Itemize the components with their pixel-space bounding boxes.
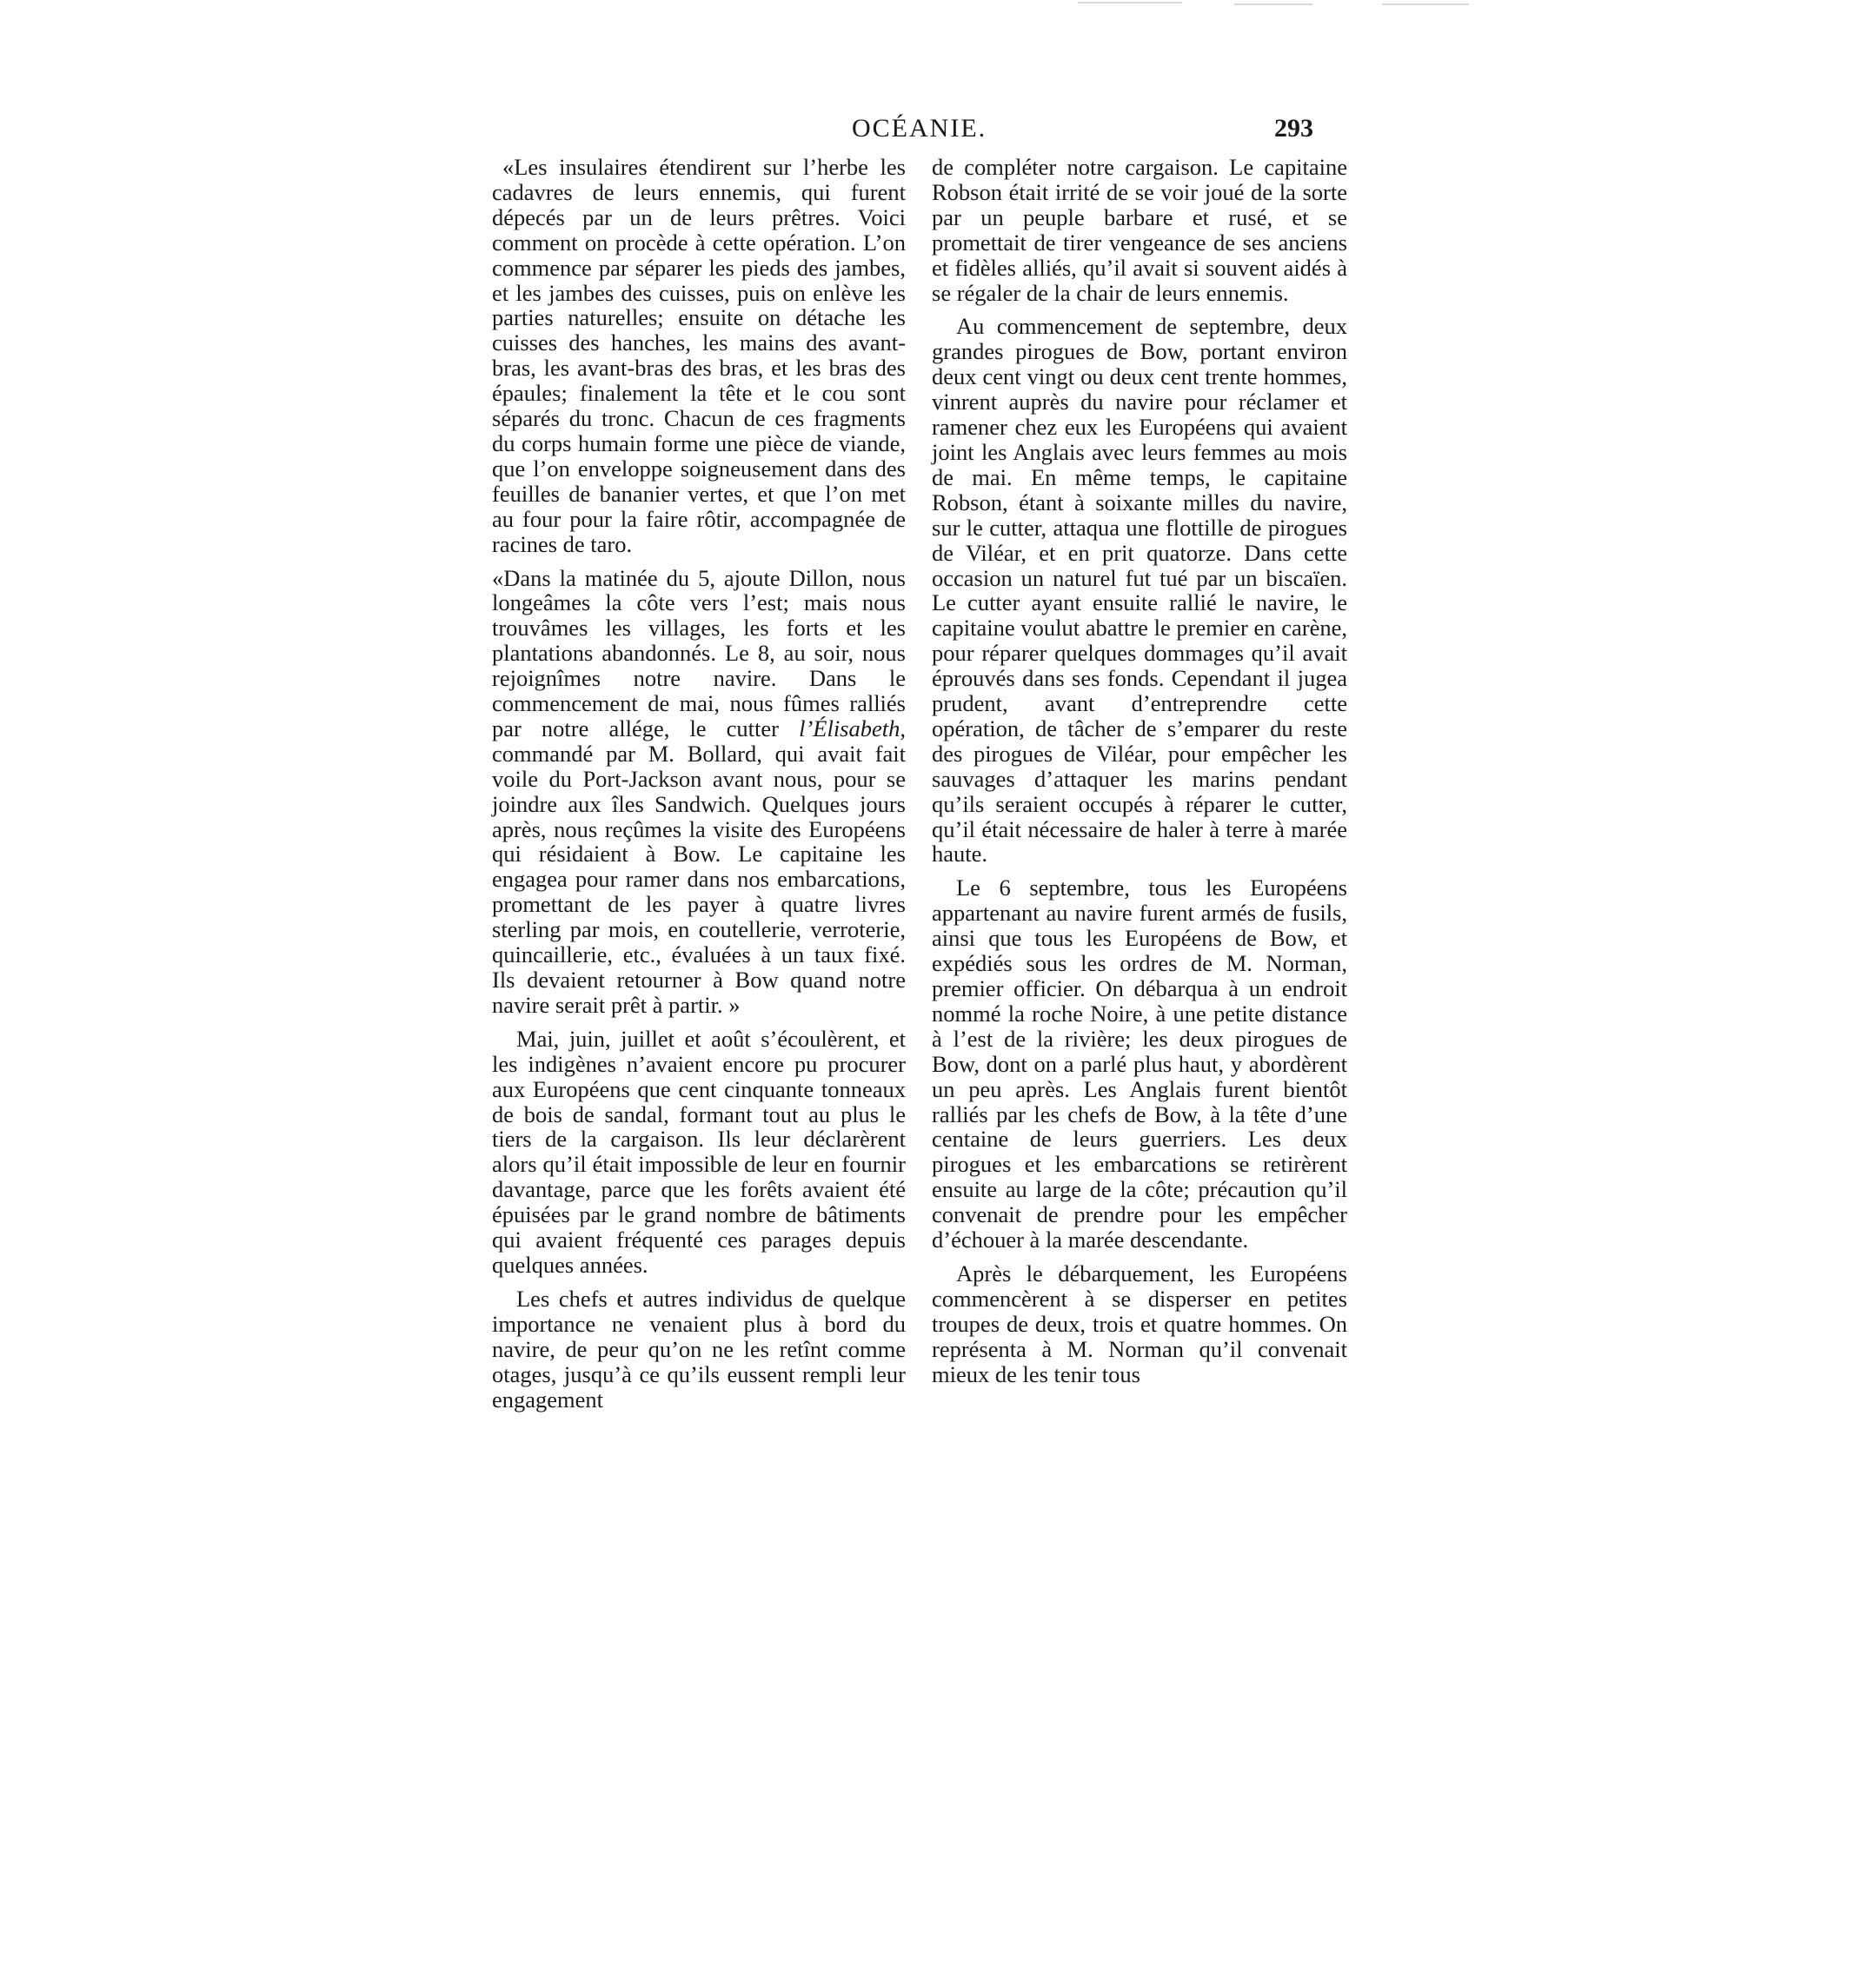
scan-artifact-mark (1234, 3, 1312, 5)
running-header-title: OCÉANIE. (852, 114, 987, 143)
scan-artifact-mark (1382, 3, 1469, 5)
paragraph: Après le débarquement, les Européens commencèrent à se disperser en petites troupes de deux, trois et quatre hommes. On représenta à M. Norman qu’il convenait mieux de les tenir tous (932, 1260, 1347, 1387)
paragraph: «Les insulaires étendirent sur l’herbe les cadavres de leurs ennemis, qui furent dépecés par un de leurs prêtres. Voici comment on procède à cette opération. L’on commence par séparer les pieds des jambes, et les jambes des cuisses, puis on enlève les parties naturelles; ensuite on détache les cuisses des hanches, les mains des avant-bras, les avant-bras des bras, et les bras des épaules; finalement la tête et le cou sont séparés du tronc. Chacun de ces fragments du corps humain forme une pièce de viande, que l’on enveloppe soigneusement dans des feuilles de bananier vertes, et que l’on met au four pour la faire rôtir, accompagnée de racines de taro. (492, 154, 906, 557)
page-number: 293 (1274, 114, 1313, 143)
paragraph (492, 566, 906, 1018)
paragraph: Les chefs et autres individus de quelque importance ne venaient plus à bord du navire, de peur qu’on ne les retînt comme otages, jusqu’à ce qu’ils eussent rempli leur engagement (492, 1285, 906, 1413)
text-run: commandé par M. Bollard, qui avait fait voile du Port-Jackson avant nous, pour se joindre aux îles Sandwich. Quelques jours après, nous reçûmes la visite des Européens qui résidaient à Bow. Le capitaine les engagea pour ramer dans nos embarcations, promettant de les payer à quatre livres sterling par mois, en coutellerie, verroterie, quincaillerie, etc., évaluées à un taux fixé. Ils devaient retourner à Bow quand notre navire serait prêt à partir. » (492, 740, 906, 1018)
paragraph: Mai, juin, juillet et août s’écoulèrent, et les indigènes n’avaient encore pu procurer aux Européens que cent cinquante tonneaux de bois de sandal, formant tout au plus le tiers de la cargaison. Ils leur déclarèrent alors qu’il était impossible de leur en fournir davantage, parce que les forêts avaient été épuisées par le grand nombre de bâtiments qui avaient fréquenté ces parages depuis quelques années. (492, 1025, 906, 1278)
left-text-column (492, 155, 906, 1420)
paragraph: Le 6 septembre, tous les Européens appartenant au navire furent armés de fusils, ainsi que tous les Européens de Bow, et expédiés sous les ordres de M. Norman, premier officier. On débarqua à un endroit nommé la roche Noire, à une petite distance à l’est de la rivière; les deux pirogues de Bow, dont on a parlé plus haut, y abordèrent un peu après. Les Anglais furent bientôt ralliés par les chefs de Bow, à la tête d’une centaine de leurs guerriers. Les deux pirogues et les embarcations se retirèrent ensuite au large de la côte; précaution qu’il convenait de prendre pour les empêcher d’échouer à la marée descendante. (932, 874, 1347, 1253)
ship-name-italic: l’Élisabeth, (799, 715, 906, 741)
right-text-column (932, 155, 1347, 1396)
paragraph: de compléter notre cargaison. Le capitaine Robson était irrité de se voir joué de la sorte par un peuple barbare et rusé, et se promettait de tirer vengeance de ses anciens et fidèles alliés, qu’il avait si souvent aidés à se régaler de la chair de leurs ennemis. (932, 154, 1347, 306)
scan-artifact-mark (1078, 2, 1182, 3)
text-run: «Dans la matinée du 5, ajoute Dillon, nous longeâmes la côte vers l’est; mais nous trouvâmes les villages, les forts et les plantations abandonnés. Le 8, au soir, nous rejoignîmes notre navire. Dans le commencement de mai, nous fûmes ralliés par notre allége, le cutter (492, 564, 906, 741)
paragraph: Au commencement de septembre, deux grandes pirogues de Bow, portant environ deux cent vingt ou deux cent trente hommes, vinrent auprès du navire pour réclamer et ramener chez eux les Européens qui avaient joint les Anglais avec leurs femmes au mois de mai. En même temps, le capitaine Robson, étant à soixante milles du navire, sur le cutter, attaqua une flottille de pirogues de Viléar, et en prit quatorze. Dans cette occasion un naturel fut tué par un biscaïen. Le cutter ayant ensuite rallié le navire, le capitaine voulut abattre le premier en carène, pour réparer quelques dommages qu’il avait éprouvés dans ses fonds. Cependant il jugea prudent, avant d’entreprendre cette opération, de tâcher de s’emparer du reste des pirogues de Viléar, pour empêcher les sauvages d’attaquer les marins pendant qu’ils seraient occupés à réparer le cutter, qu’il était nécessaire de haler à terre à marée haute. (932, 313, 1347, 868)
